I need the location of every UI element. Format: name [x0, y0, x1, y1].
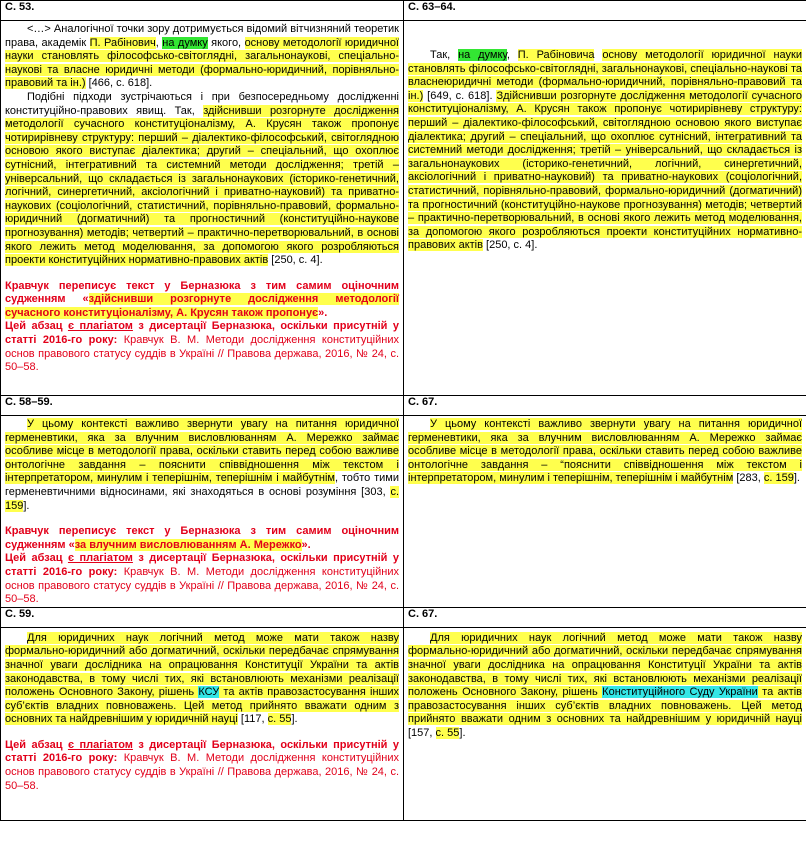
paragraph: [5, 628, 399, 727]
plagiarism-note: [5, 280, 399, 321]
highlighted-text: здійснивши розгорнуте дослідження методології сучасного конституціоналізму, А. Крусян також пропонує: [5, 293, 399, 319]
text-segment: Так,: [430, 49, 459, 61]
left-cell: [1, 627, 404, 820]
paragraph: [5, 91, 399, 268]
highlighted-text: КСУ: [198, 686, 220, 699]
verdict-text: з дисертації Берназюка, оскільки присутній у статті 2016-го року:: [5, 320, 400, 347]
text-segment: ».: [301, 538, 311, 551]
verdict-text: з дисертації Берназюка, оскільки присутній у статті 2016-го року:: [5, 738, 400, 765]
paragraph: [5, 21, 399, 91]
highlighted-text: Конституційного Суду України: [602, 686, 758, 699]
highlighted-text: П. Рабіновича: [517, 49, 595, 61]
left-cell: [1, 21, 404, 396]
citation: Кравчук В. М. Методи дослідження конституційних основ правового статусу суддів в Україні // Правова держава, 2016, № 24, с. 50–58.: [5, 565, 399, 606]
verdict-text: Цей абзац: [5, 320, 68, 333]
text-segment: ,: [506, 49, 518, 61]
plagiarism-verdict: [5, 320, 399, 374]
verdict-keyword: є плагіатом: [67, 738, 133, 751]
highlighted-text: Здійснивши розгорнуте дослідження методології сучасного конституціоналізму, А. Крусян також пропонує чотирирівневу структуру: перший – діалектико-філософський, світоглядною основою якого виступає діалектика; другий – спеціальний, що охоплює сутнісний, інтегративний та системний методи дослідження; третій – універсальний, що складається із загальнонаукових (історико-генетичний, логічний, синергетичний, аксіологічний і приватно-науковий) та приватно-наукових (соціологічний, статистичний, порівняльно-правовий, формально-юридичний (догматичний) та прогностичний (конституційно-наукове прогнозування) методів; четвертий – практично-перетворювальний, в основі якого лежить метод моделювання, за допомогою якого розробляються проекти конституційних нормативно-правових актів: [408, 89, 803, 252]
highlighted-text: та актів правозастосування інших суб’єктів владних повноважень. Цей метод прийнято вважати одним з основних та найдревнішим у юридичній науці: [5, 686, 400, 726]
right-page-ref: С. 63–64.: [404, 1, 806, 21]
right-cell: [404, 627, 806, 820]
right-cell: [404, 416, 806, 608]
right-page-ref: С. 67.: [404, 396, 806, 416]
text-segment: Подібні підходи зустрічаються і при безпосередньому дослідженні конституційно-правових явищ. Так,: [5, 90, 399, 117]
paragraph: [408, 416, 802, 486]
highlighted-text: с. 159: [763, 472, 794, 485]
highlighted-text: У цьому контексті важливо звернути увагу на питання юридичної герменевтики, яка за влучним висловлюванням А. Мережко займає особливе місце в методології права, оскільки ставить перед собою важливе онтологічне завдання – “пояснити співвідношення між текстом і інтерпретатором, минулим і теперішнім, теперішнім і майбутнім: [408, 418, 802, 485]
text-segment: ».: [318, 306, 328, 319]
citation: Кравчук В. М. Методи дослідження конституційних основ правового статусу суддів в Україні // Правова держава, 2016, № 24, с. 50–58.: [5, 334, 399, 374]
content-row: [1, 416, 806, 608]
highlighted-text: на думку: [162, 36, 208, 49]
paragraph: [408, 628, 802, 741]
header-row: [1, 1, 806, 21]
highlighted-text: с. 55: [435, 726, 460, 739]
right-page-ref: С. 67.: [404, 607, 806, 627]
left-page-ref: С. 58–59.: [1, 396, 404, 416]
paragraph: [408, 49, 802, 253]
verdict-text: Цей абзац: [5, 552, 68, 565]
text-segment: [117,: [237, 713, 268, 726]
text-segment: Кравчук переписує текст у Берназюка з тим самим оціночним судженням «: [5, 525, 399, 551]
highlighted-text: за влучним висловлюванням А. Мережко: [74, 538, 302, 551]
verdict-text: Цей абзац: [5, 738, 68, 751]
text-segment: ].: [793, 472, 800, 485]
text-segment: , тобто тими герменевтичними відносинами, які знаходяться в основі розуміння [303,: [5, 472, 399, 498]
plagiarism-verdict: [5, 552, 399, 606]
plagiarism-verdict: [5, 739, 399, 793]
plagiarism-note: [5, 525, 399, 552]
highlighted-text: здійснивши розгорнуте дослідження методології сучасного конституціоналізму, А. Крусян також пропонує чотирирівневу структуру: перший – діалектико-філософський, світоглядною основою якого виступає діалектика; другий – спеціальний, що охоплює сутнісний, інтегративний та системний методи дослідження; третій – універсальний, що складається із загальнонаукових (історико-генетичний, логічний, синергетичний, аксіологічний і приватно-науковий) та приватно-наукових (соціологічний, статистичний, порівняльно-правовий, формально-юридичний (догматичний) та прогностичний (конституційно-наукове прогнозування) методів; четвертий – практично-перетворювальний, в основі якого лежить метод моделювання, за допомогою якого розробляються проекти конституційних нормативно-правових актів: [5, 104, 400, 267]
text-segment: [250, с. 4].: [268, 254, 323, 267]
text-segment: ,: [155, 36, 163, 49]
text-segment: ].: [459, 726, 466, 739]
content-row: [1, 627, 806, 820]
text-segment: [466, с. 618].: [85, 77, 153, 90]
highlighted-text: Для юридичних наук логічний метод може мати також назву формально-юридичний або догматичний, оскільки передбачає спрямування значної уваги дослідника на опрацювання Конституції України та актів законодавства, в тому числі тих, які встановлюють механізми реалізації положень Основного Закону, рішень: [5, 631, 399, 699]
highlighted-text: Для юридичних наук логічний метод може мати також назву формально-юридичний або догматичний, оскільки передбачає спрямування значної уваги дослідника на опрацювання Конституції України та актів законодавства, в тому числі тих, які встановлюють механізми реалізації положень Основного Закону, рішень: [408, 631, 802, 699]
text-segment: <…> Аналогічної точки зору дотримується відомий вітчизняний теоретик права, академік: [5, 23, 399, 49]
verdict-text: з дисертації Берназюка, оскільки присутній у статті 2016-го року:: [5, 552, 400, 578]
right-cell: [404, 21, 806, 396]
verdict-keyword: є плагіатом: [67, 552, 133, 565]
content-row: [1, 21, 806, 396]
text-segment: якого,: [207, 36, 245, 49]
highlighted-text: с. 55: [267, 713, 292, 726]
left-page-ref: С. 53.: [1, 1, 404, 21]
highlighted-text: на думку: [458, 49, 507, 61]
header-row: [1, 396, 806, 416]
text-segment: ].: [291, 713, 298, 726]
left-page-ref: С. 59.: [1, 607, 404, 627]
text-segment: [157,: [408, 726, 436, 739]
header-row: [1, 607, 806, 627]
verdict-keyword: є плагіатом: [67, 320, 133, 333]
highlighted-text: У цьому контексті важливо звернути увагу на питання юридичної герменевтики, яка за влучним висловлюванням А. Мережко займає особливе місце в методології права, оскільки ставить перед собою важливе онтологічне завдання – пояснити співвідношення між текстом і інтерпретатором, минулим і теперішнім, теперішнім і майбутнім: [5, 418, 399, 485]
text-segment: [283,: [733, 472, 764, 485]
text-segment: [250, с. 4].: [482, 239, 538, 252]
left-cell: [1, 416, 404, 608]
text-segment: Кравчук переписує текст у Берназюка з тим самим оціночним судженням «: [5, 279, 399, 306]
highlighted-text: основу методології юридичної науки становлять філософсько-світоглядні, загальнонаукові, спеціально-наукові та власнеюридичні методи (формально-юридичний, порівняльно-правовий та ін.): [408, 49, 802, 102]
highlighted-text: П. Рабінович: [89, 36, 156, 49]
highlighted-text: та актів правозастосування інших суб’єктів владних повноважень. Цей метод прийнято вважати одним з основних та найдревнішим у юридичній науці: [408, 686, 803, 726]
highlighted-text: основу методології юридичної науки становлять філософсько-світоглядні, загальнонаукові, спеціально-наукові та власне юридичні методи (формально-юридичний, порівняльно-правовий та ін.): [5, 36, 399, 90]
paragraph: [5, 416, 399, 513]
text-segment: [649, с. 618].: [423, 89, 497, 102]
text-segment: ].: [23, 499, 30, 512]
highlighted-text: с. 159: [5, 485, 399, 512]
citation: Кравчук В. М. Методи дослідження конституційних основ правового статусу суддів в Україні // Правова держава, 2016, № 24, с. 50–58.: [5, 752, 399, 792]
